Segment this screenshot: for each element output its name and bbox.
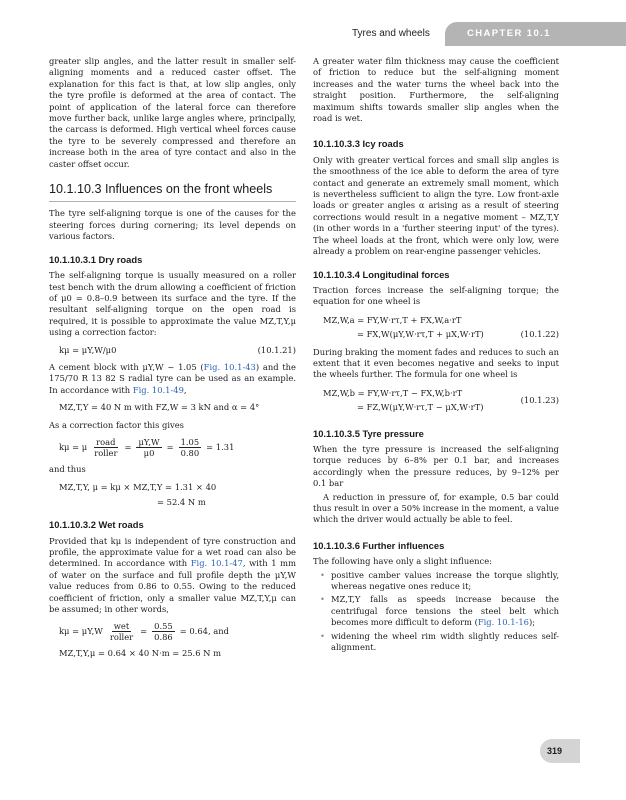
- equation-10-1-23: [323, 388, 559, 414]
- figure-link-10-1-47[interactable]: Fig. 10.1-47: [190, 558, 243, 569]
- equation-number-10-1-21: (10.1.21): [257, 344, 296, 355]
- fraction-wet-values: $\frac{0.55}{0.86}$: [154, 621, 173, 643]
- figure-link-10-1-49[interactable]: Fig. 10.1-49: [132, 384, 184, 395]
- correction-factor-paragraph: As a correction factor this gives: [49, 419, 184, 430]
- longitudinal-forces-paragraph: Traction forces increase the self-aligning torque; the equation for one wheel is: [313, 284, 559, 307]
- dry-roads-paragraph: The self-aligning torque is usually measured on a roller test bench with the drum allowing a coefficient of friction of μ0 = 0.8–0.9 between its surface and the tyre. If the resultant self-aligning torque on the open road is required, it is possible to approximate the value MZ,T,Y,μ using a correction factor:: [49, 270, 296, 338]
- subsection-heading-further-influences: 10.1.10.3.6 Further influences: [313, 539, 445, 551]
- subsection-heading-longitudinal-forces: 10.1.10.3.4 Longitudinal forces: [313, 268, 450, 280]
- equation-torque-line-1: MZ,T,Y, μ = kμ × MZ,T,Y = 1.31 × 40: [59, 482, 217, 493]
- equation-10-1-22-line-1: MZ,W,a = FY,W·rτ,T + FX,W,a·rT: [323, 314, 462, 325]
- influences-paragraph: The tyre self-aligning torque is one of the causes for the steering forces during cornering; its level depends on various factors.: [49, 208, 296, 242]
- equation-torque-line-2: = 52.4 N m: [157, 496, 206, 507]
- equation-correction-factor-body: kμ = μ $\frac{\text{road}}{\text{roller}}$ = $\frac{\mu Y,W}{\mu 0}$ = $\frac{1.05}{0.80}$ = 1.31: [59, 436, 235, 458]
- equation-10-1-22-line-2: = FX,W(μY,W·rτ,T + μX,W·rT): [357, 329, 484, 340]
- equation-10-1-23-line-2: = FZ,W(μY,W·rτ,T − μX,W·rT): [357, 402, 484, 413]
- running-header-section: Tyres and wheels: [352, 28, 430, 39]
- list-item: • MZ,T,Y falls as speeds increase because the centrifugal force tensions the steel belt which becomes more difficult to deform (Fig. 10.1-16);: [323, 594, 559, 628]
- water-film-paragraph: A greater water film thickness may cause the coefficient of friction to reduce but the self-aligning moment increases and the water turns the wheel back into the straight position. Furthermore, the self-aligning maximum shifts towards smaller slip angles when the road is wet.: [313, 56, 559, 124]
- fraction-mu: $\frac{\mu Y,W}{\mu 0}$: [138, 436, 160, 458]
- equation-number-10-1-23: (10.1.23): [520, 394, 559, 405]
- equation-wet-result-body: MZ,T,Y,μ = 0.64 × 40 N·m = 25.6 N m: [59, 648, 222, 659]
- section-heading-influences: 10.1.10.3 Influences on the front wheels: [49, 184, 296, 202]
- further-influences-paragraph: The following have only a slight influence:: [313, 556, 492, 567]
- subsection-heading-tyre-pressure: 10.1.10.3.5 Tyre pressure: [313, 427, 424, 439]
- equation-torque-result: [59, 482, 296, 508]
- cement-block-paragraph: A cement block with μY,W ~ 1.05 (Fig. 10.1-43) and the 175/70 R 13 82 S radial tyre can be used as an example. In accordance with Fig. 10.1-49,: [49, 361, 296, 395]
- intro-paragraph: greater slip angles, and the latter result in smaller self-aligning moments and a reduced caster offset. The explanation for this fact is that, at low slip angles, only the tyre profile is deformed at the area of contact. The point of application of the lateral force can therefore move further back, unlike large angles where, principally, the carcass is deformed. High vertical wheel forces cause the tyre to be severely compressed and therefore an increase both in the area of tyre contact and also in the caster offset occur.: [49, 56, 296, 169]
- right-column: [313, 56, 559, 655]
- fraction-wet-roller: $\frac{\text{wet}}{\text{roller}}$: [109, 621, 134, 643]
- subsection-heading-icy-roads: 10.1.10.3.3 Icy roads: [313, 138, 404, 150]
- equation-example-values: [59, 402, 296, 413]
- fraction-road-roller: $\frac{\text{road}}{\text{roller}}$: [94, 436, 118, 458]
- list-item: • positive camber values increase the torque slightly, whereas negative ones reduce it;: [323, 570, 559, 593]
- equation-number-10-1-22: (10.1.22): [520, 329, 559, 340]
- figure-link-10-1-43[interactable]: Fig. 10.1-43: [203, 361, 256, 372]
- icy-roads-paragraph: Only with greater vertical forces and small slip angles is the smoothness of the ice able to deform the area of tyre contact and generate an extremely small moment, which is nevertheless sufficient to align the tyre. Low front-axle loads or greater angles α arising as a result of steering corrections would result in a negative moment – MZ,T,Y (in other words in a 'further steering input' of the tyres). The wheel loads at the front, which were only low, were already a problem on rear-engine passenger vehicles.: [313, 154, 559, 257]
- left-column: [49, 56, 296, 666]
- equation-wet-result: [59, 648, 296, 659]
- equation-10-1-21: [59, 345, 296, 356]
- equation-10-1-21-body: kμ = μY,W/μ0: [59, 344, 117, 355]
- fraction-values: $\frac{1.05}{0.80}$: [180, 436, 200, 458]
- figure-link-10-1-16[interactable]: Fig. 10.1-16: [477, 617, 529, 628]
- tyre-pressure-paragraph: When the tyre pressure is increased the self-aligning torque reduces by 6–8% per 0.1 bar, and increases accordingly when the pressure reduces, by 9–12% per 0.1 bar: [313, 443, 559, 489]
- influence-list: [313, 570, 559, 654]
- equation-10-1-23-line-1: MZ,W,b = FY,W·rτ,T − FX,W,b·rT: [323, 387, 463, 398]
- subsection-heading-wet-roads: 10.1.10.3.2 Wet roads: [49, 519, 144, 531]
- chapter-tab: CHAPTER 10.1: [445, 22, 626, 46]
- list-item: • widening the wheel rim width slightly reduces self-alignment.: [323, 631, 559, 654]
- equation-wet-factor-body: kμ = μY,W $\frac{\text{wet}}{\text{roller}}$ = $\frac{0.55}{0.86}$ = 0.64, and: [59, 621, 229, 643]
- equation-10-1-22: [323, 315, 559, 341]
- braking-paragraph: During braking the moment fades and reduces to such an extent that it even becomes negative and seeks to input the wheels further. The formula for one wheel is: [313, 346, 559, 380]
- equation-wet-factor: [59, 621, 296, 642]
- subsection-heading-dry-roads: 10.1.10.3.1 Dry roads: [49, 253, 143, 265]
- wet-roads-paragraph: Provided that kμ is independent of tyre construction and profile, the approximate value for a wet road can also be determined. In accordance with Fig. 10.1-47, with 1 mm of water on the surface and full profile depth the μY,W value reduces from 0.86 to 0.55. Owing to the reduced coefficient of friction, only a smaller value MZ,T,Y,μ can be assumed; in other words,: [49, 535, 297, 615]
- equation-correction-factor: [59, 437, 296, 458]
- equation-example-body: MZ,T,Y = 40 N m with FZ,W = 3 kN and α = 4°: [59, 402, 260, 413]
- pressure-reduction-paragraph: A reduction in pressure of, for example, 0.5 bar could thus result in over a 50% increase in the moment, a value which the driver would actually be able to feel.: [313, 491, 559, 525]
- and-thus-text: and thus: [49, 463, 86, 474]
- page-number: 319: [540, 739, 580, 763]
